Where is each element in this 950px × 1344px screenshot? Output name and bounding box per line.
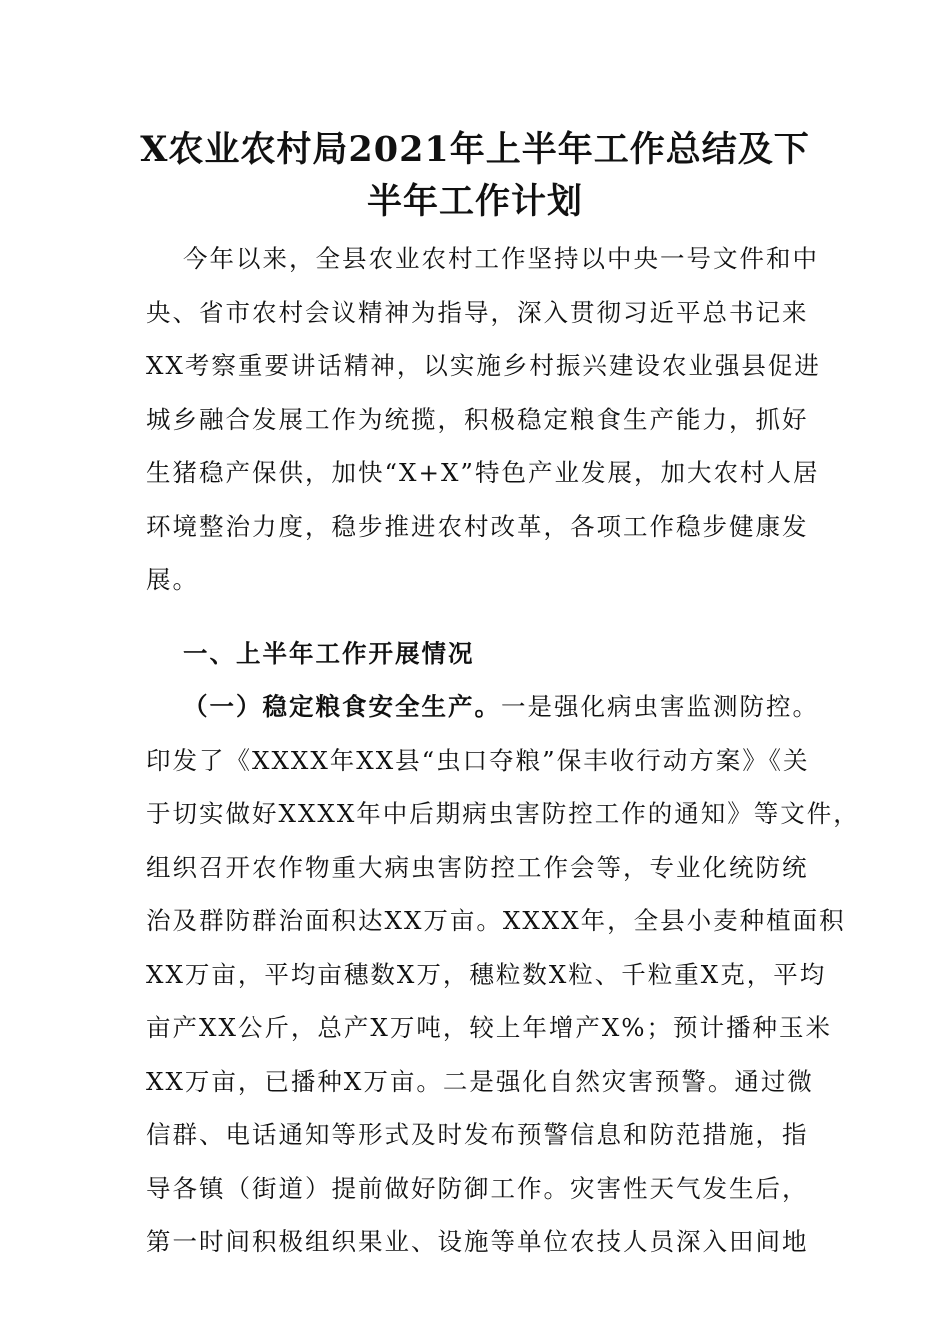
paragraph-gap [146,607,806,627]
subsection-first-rest: 一是强化病虫害监测防控。 [501,692,819,721]
document-title-line-2: 半年工作计划 [366,181,583,222]
intro-line: 央、省市农村会议精神为指导，深入贯彻习近平总书记来 [146,297,809,327]
subsection-line: 于切实做好XXXX年中后期病虫害防控工作的通知》等文件， [146,799,860,828]
subsection-line: 亩产XX公斤，总产X万吨，较上年增产X%；预计播种玉米 [146,1013,833,1042]
intro-line: 今年以来，全县农业农村工作坚持以中央一号文件和中 [183,244,819,273]
intro-line: 环境整治力度，稳步推进农村改革，各项工作稳步健康发 [146,511,809,541]
intro-line: XX考察重要讲话精神，以实施乡村振兴建设农业强县促进 [146,351,821,380]
intro-line: 展。 [146,565,199,594]
subsection-line: 第一时间积极组织果业、设施等单位农技人员深入田间地 [146,1227,809,1256]
subsection-title: （一）稳定粮食安全生产。 [183,692,501,721]
section-heading: 一、上半年工作开展情况 [183,638,475,668]
subsection-line: 导各镇（街道）提前做好防御工作。灾害性天气发生后， [146,1173,809,1203]
intro-line: 城乡融合发展工作为统揽，积极稳定粮食生产能力，抓好 [146,404,809,434]
subsection-line: XX万亩，平均亩穗数X万，穗粒数X粒、千粒重X克，平均 [146,959,827,989]
subsection-first-line [146,680,819,734]
subsection-line: XX万亩，已播种X万亩。二是强化自然灾害预警。通过微 [146,1066,814,1096]
intro-line: 生猪稳产保供，加快“X+X”特色产业发展，加大农村人居 [146,458,820,487]
document-title-line-1: X农业农村局2021年上半年工作总结及下 [140,129,810,170]
subsection-line: 治及群防群治面积达XX万亩。XXXX年，全县小麦种植面积 [146,906,846,935]
subsection-line: 组织召开农作物重大病虫害防控工作会等，专业化统防统 [146,852,809,882]
subsection-line: 信群、电话通知等形式及时发布预警信息和防范措施，指 [146,1120,809,1149]
document-body [146,232,860,1269]
subsection-line: 印发了《XXXX年XX县“虫口夺粮”保丰收行动方案》《关 [146,745,810,775]
